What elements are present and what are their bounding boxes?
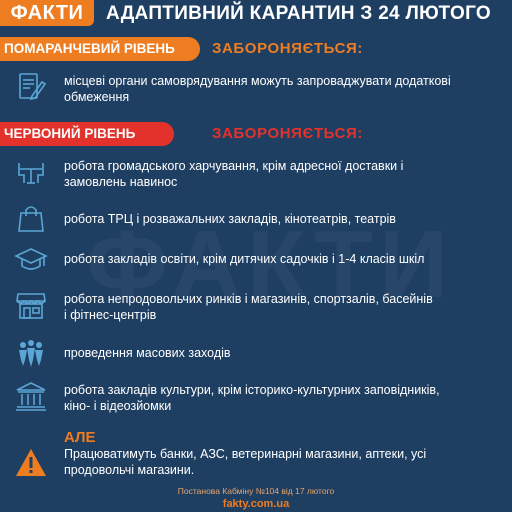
list-item-text: робота непродовольчих ринків і магазинів, спортзалів, басейнів і фітнес-центрів [64, 292, 433, 322]
but-text: Працюватимуть банки, АЗС, ветеринарні магазини, аптеки, усі продовольчі магазини. [64, 447, 427, 477]
list-item-text: місцеві органи самоврядування можуть запроваджувати додаткові обмеження [64, 74, 451, 104]
cafe-table-icon [14, 155, 48, 189]
but-heading: АЛЕ [64, 429, 96, 446]
list-item-text: робота закладів освіти, крім дитячих садочків і 1-4 класів шкіл [64, 252, 425, 266]
red-prohibited-label: ЗАБОРОНЯЄТЬСЯ: [212, 125, 364, 142]
warning-icon [14, 446, 48, 480]
list-item-text: робота громадського харчування, крім адресної доставки і замовлень навинос [64, 159, 404, 189]
shopping-bag-icon [14, 202, 48, 236]
list-item-text: робота закладів культури, крім історико-культурних заповідників, кіно- і відеозйомки [64, 383, 440, 413]
orange-level-bar [0, 37, 512, 61]
document-pen-icon [14, 70, 48, 104]
list-item-text: проведення масових заходів [64, 346, 231, 360]
page-title: АДАПТИВНИЙ КАРАНТИН З 24 ЛЮТОГО [106, 3, 491, 24]
store-icon [14, 288, 48, 322]
source-note: Постанова Кабміну №104 від 17 лютого [177, 486, 335, 496]
crowd-icon [14, 336, 48, 370]
orange-prohibited-label: ЗАБОРОНЯЄТЬСЯ: [212, 40, 364, 57]
graduation-cap-icon [14, 242, 48, 276]
orange-level-label: ПОМАРАНЧЕВИЙ РІВЕНЬ [0, 37, 200, 61]
header [0, 0, 512, 30]
list-item-text: робота ТРЦ і розважальних закладів, кінотеатрів, театрів [64, 212, 396, 226]
museum-icon [14, 379, 48, 413]
red-level-bar [0, 122, 512, 146]
site-link[interactable]: fakty.com.ua [222, 498, 290, 510]
red-level-label: ЧЕРВОНИЙ РІВЕНЬ [0, 122, 174, 146]
logo: ФАКТИ [0, 0, 94, 26]
